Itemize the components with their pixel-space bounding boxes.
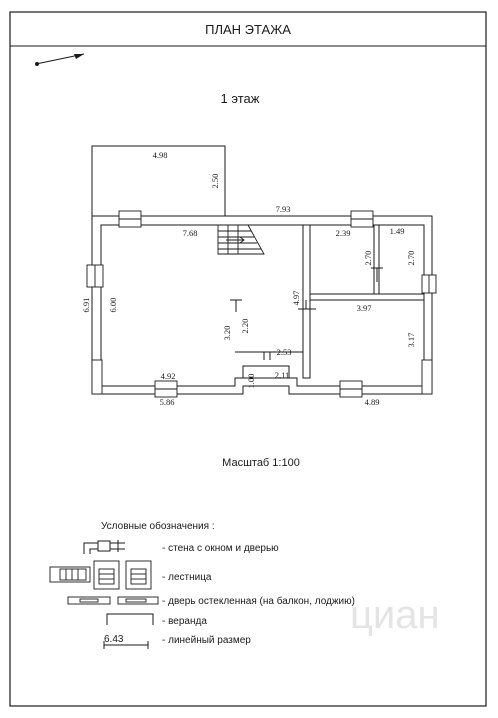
dim-outer-left-depth: 6.91 (81, 297, 91, 313)
legend-stair-symbol (50, 561, 151, 589)
dim-partition-length: 4.97 (291, 290, 301, 306)
dim-vestibule-width: 2.11 (274, 370, 290, 380)
interior-walls (235, 225, 424, 378)
dim-hall-depth-b: 2.20 (240, 318, 250, 334)
dim-vestibule-depth: 1.00 (246, 373, 256, 389)
dim-main-room-width: 7.68 (182, 228, 198, 238)
legend-glazed-door-label: - дверь остекленная (на балкон, лоджию) (162, 596, 355, 607)
legend-heading: Условные обозначения : (101, 521, 215, 532)
dim-veranda-depth: 2.50 (210, 173, 220, 189)
staircase-icon (218, 225, 264, 254)
legend-glazed-door-symbol (68, 597, 158, 604)
dim-bedroom-width: 3.97 (356, 303, 372, 313)
legend-sample-dimension: 6.43 (104, 634, 124, 645)
dim-bottom-right: 4.89 (364, 397, 380, 407)
dim-inner-left-depth: 6.00 (108, 297, 118, 313)
legend-stair-label: - лестница (162, 572, 212, 583)
page-title: ПЛАН ЭТАЖА (205, 22, 291, 37)
dim-entrance-width: 2.53 (276, 347, 292, 357)
dim-bottom-left: 5.86 (159, 397, 175, 407)
scale-label: Масштаб 1:100 (222, 457, 300, 469)
legend-wall-label: - стена с окном и дверью (162, 543, 279, 554)
legend-wall-symbol (84, 540, 125, 554)
dimension-labels (81, 150, 416, 407)
dim-small-room-width: 2.39 (335, 228, 351, 238)
door-marks (230, 268, 383, 360)
outer-walls (92, 216, 432, 394)
dim-bath-depth: 2.70 (406, 250, 416, 266)
dim-small-room-depth: 2.70 (363, 250, 373, 266)
dim-hall-depth-a: 3.20 (222, 325, 232, 341)
north-arrow-icon (35, 54, 84, 66)
dim-veranda-width: 4.98 (152, 150, 168, 160)
legend-dimension-label: - линейный размер (162, 635, 251, 646)
dim-bath-width: 1.49 (389, 226, 405, 236)
watermark-text: циан (350, 593, 440, 637)
windows (87, 211, 436, 397)
dim-bottom-inner: 4.92 (160, 371, 176, 381)
dim-total-width: 7.93 (275, 204, 291, 214)
dim-bedroom-depth: 3.17 (406, 332, 416, 348)
legend-veranda-label: - веранда (162, 616, 207, 627)
legend-veranda-symbol (107, 614, 153, 625)
floor-label: 1 этаж (220, 91, 260, 106)
